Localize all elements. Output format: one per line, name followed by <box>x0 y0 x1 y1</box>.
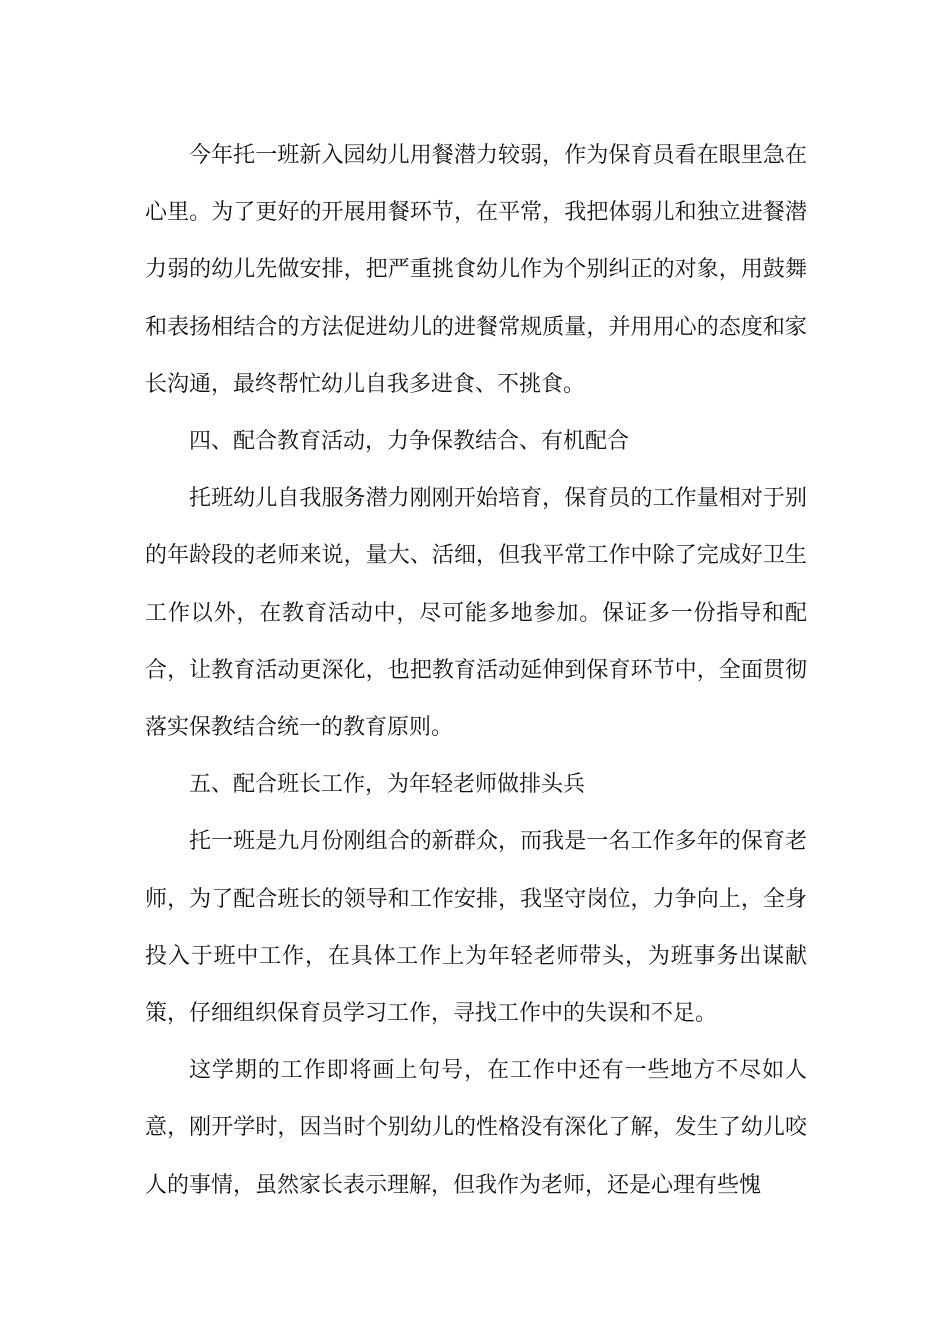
paragraph-class-leader: 托一班是九月份刚组合的新群众，而我是一名工作多年的保育老师，为了配合班长的领导和工作安排，我坚守岗位，力争向上，全身投入于班中工作，在具体工作上为年轻老师带头，为班事务出谋献策，仔细组织保育员学习工作，寻找工作中的失误和不足。 <box>145 829 807 1027</box>
paragraph-reflection: 这学期的工作即将画上句号，在工作中还有一些地方不尽如人意，刚开学时，因当时个别幼儿的性格没有深化了解，发生了幼儿咬人的事情，虽然家长表示理解，但我作为老师，还是心理有些愧 <box>145 1058 807 1198</box>
document-body <box>145 127 807 1214</box>
section-heading-4: 四、配合教育活动，力争保教结合、有机配合 <box>189 429 630 455</box>
paragraph-education-activities: 托班幼儿自我服务潜力刚刚开始培育，保育员的工作量相对于别的年龄段的老师来说，量大、活细，但我平常工作中除了完成好卫生工作以外，在教育活动中，尽可能多地参加。保证多一份指导和配合，让教育活动更深化，也把教育活动延伸到保育环节中，全面贯彻落实保教结合统一的教育原则。 <box>145 486 807 741</box>
section-heading-5: 五、配合班长工作，为年轻老师做排头兵 <box>189 772 586 798</box>
paragraph-meal-care: 今年托一班新入园幼儿用餐潜力较弱，作为保育员看在眼里急在心里。为了更好的开展用餐环节，在平常，我把体弱儿和独立进餐潜力弱的幼儿先做安排，把严重挑食幼儿作为个别纠正的对象，用鼓舞和表扬相结合的方法促进幼儿的进餐常规质量，并用用心的态度和家长沟通，最终帮忙幼儿自我多进食、不挑食。 <box>145 143 807 397</box>
